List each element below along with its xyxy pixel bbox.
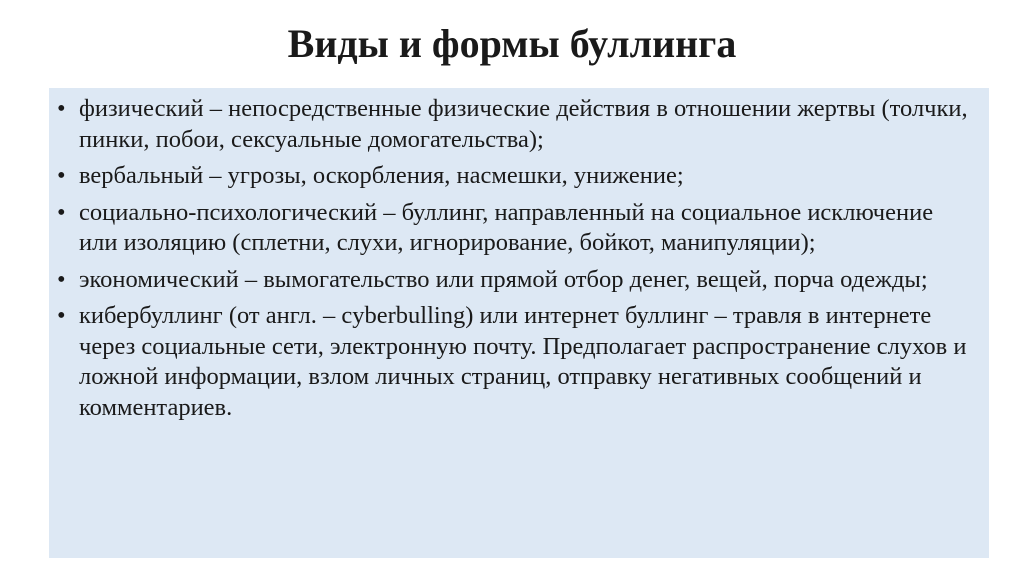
- bullet-item-physical: [57, 94, 977, 155]
- bullet-item-social-psychological: [57, 198, 977, 259]
- bullet-item-economic: [57, 265, 977, 296]
- bullet-text: вербальный – угрозы, оскорбления, насмешки, унижение;: [79, 162, 684, 189]
- bullet-text: кибербуллинг (от англ. – cyberbulling) или интернет буллинг – травля в интернете через социальные сети, электронную почту. Предполагает распространение слухов и ложной информации, взлом личных страниц, отправку негативных сообщений и комментариев.: [79, 302, 967, 421]
- bullet-text: социально-психологический – буллинг, направленный на социальное исключение или изоляцию (сплетни, слухи, игнорирование, бойкот, манипуляции);: [79, 198, 934, 256]
- bullet-item-cyberbullying: [57, 301, 977, 423]
- bullet-icon: •: [57, 95, 66, 122]
- content-box: [49, 88, 989, 558]
- slide-title: Виды и формы буллинга: [287, 21, 737, 66]
- bullet-icon: •: [57, 162, 66, 189]
- bullet-item-verbal: [57, 161, 977, 192]
- bullet-icon: •: [57, 198, 66, 226]
- bullet-icon: •: [57, 302, 66, 329]
- bullet-text: физический – непосредственные физические действия в отношении жертвы (толчки, пинки, побои, сексуальные домогательства);: [79, 95, 968, 153]
- bullet-list: [57, 94, 977, 423]
- bullet-icon: •: [57, 265, 66, 293]
- bullet-text: экономический – вымогательство или прямой отбор денег, вещей, порча одежды;: [79, 265, 928, 293]
